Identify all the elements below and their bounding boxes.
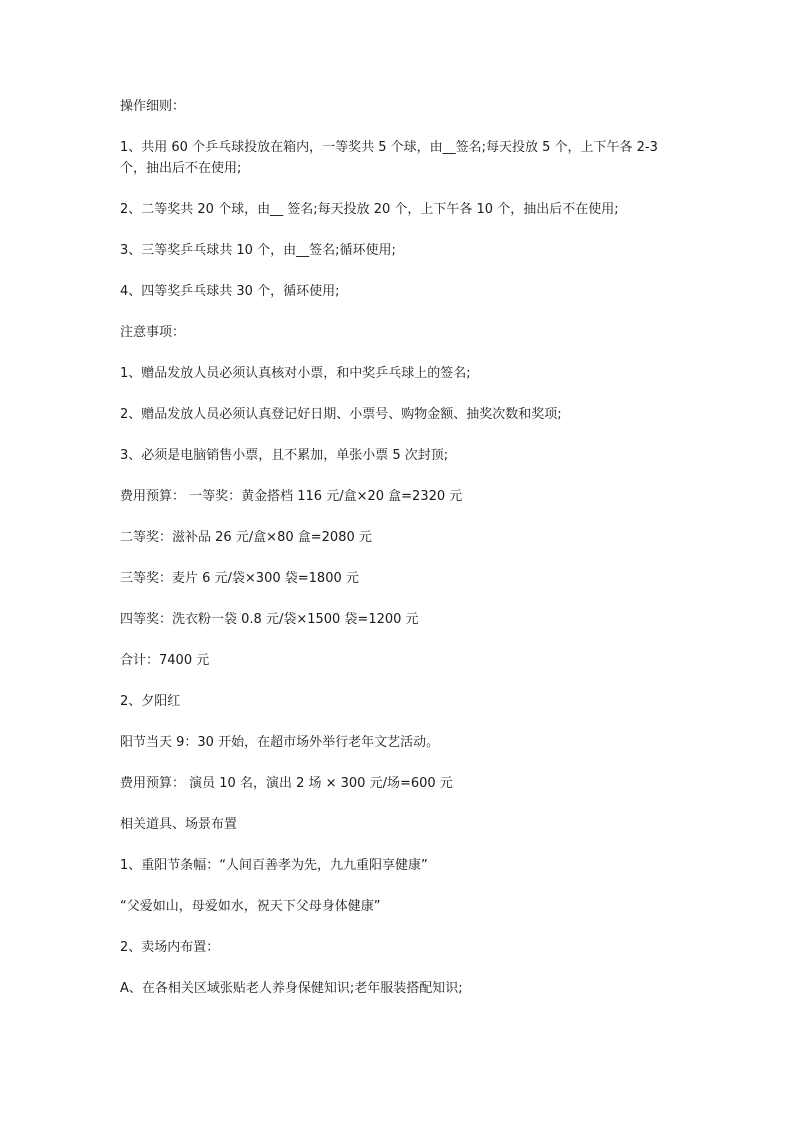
rule-item-4: 4、四等奖乒乓球共 30 个，循环使用; [120, 284, 340, 299]
budget-second-prize: 二等奖：滋补品 26 元/盒×80 盒=2080 元 [120, 530, 372, 545]
budget-third-prize: 三等奖：麦片 6 元/袋×300 袋=1800 元 [120, 571, 359, 586]
store-layout-heading: 2、卖场内布置： [120, 940, 220, 955]
event-description: 阳节当天 9：30 开始，在超市场外举行老年文艺活动。 [120, 735, 440, 750]
note-item-3: 3、必须是电脑销售小票，且不累加，单张小票 5 次封顶; [120, 448, 449, 463]
document-body [120, 96, 680, 1019]
budget-first-prize: 费用预算： 一等奖：黄金搭档 116 元/盒×20 盒=2320 元 [120, 489, 463, 504]
store-layout-item-a: A、在各相关区域张贴老人养身保健知识;老年服装搭配知识; [120, 981, 463, 996]
section-sunset-red: 2、夕阳红 [120, 694, 181, 709]
budget-fourth-prize: 四等奖：洗衣粉一袋 0.8 元/袋×1500 袋=1200 元 [120, 612, 419, 627]
rule-item-1: 1、共用 60 个乒乓球投放在箱内，一等奖共 5 个球，由__签名;每天投放 5 个，上下午各 2-3 个，抽出后不在使用; [120, 140, 658, 176]
note-item-1: 1、赠品发放人员必须认真核对小票，和中奖乒乓球上的签名; [120, 366, 471, 381]
heading-operation-rules: 操作细则： [120, 99, 186, 114]
banner-slogan-2: “父爱如山，母爱如水，祝天下父母身体健康” [120, 899, 381, 914]
banner-slogan-1: 1、重阳节条幅：“人间百善孝为先，九九重阳享健康” [120, 858, 428, 873]
rule-item-3: 3、三等奖乒乓球共 10 个，由__签名;循环使用; [120, 243, 396, 258]
heading-props-setup: 相关道具、场景布置 [120, 817, 238, 832]
budget-performance: 费用预算： 演员 10 名，演出 2 场 × 300 元/场=600 元 [120, 776, 453, 791]
note-item-2: 2、赠品发放人员必须认真登记好日期、小票号、购物金额、抽奖次数和奖项; [120, 407, 562, 422]
budget-total: 合计：7400 元 [120, 653, 210, 668]
rule-item-2: 2、二等奖共 20 个球，由__ 签名;每天投放 20 个，上下午各 10 个，抽出后不在使用; [120, 202, 619, 217]
heading-notes: 注意事项： [120, 325, 186, 340]
